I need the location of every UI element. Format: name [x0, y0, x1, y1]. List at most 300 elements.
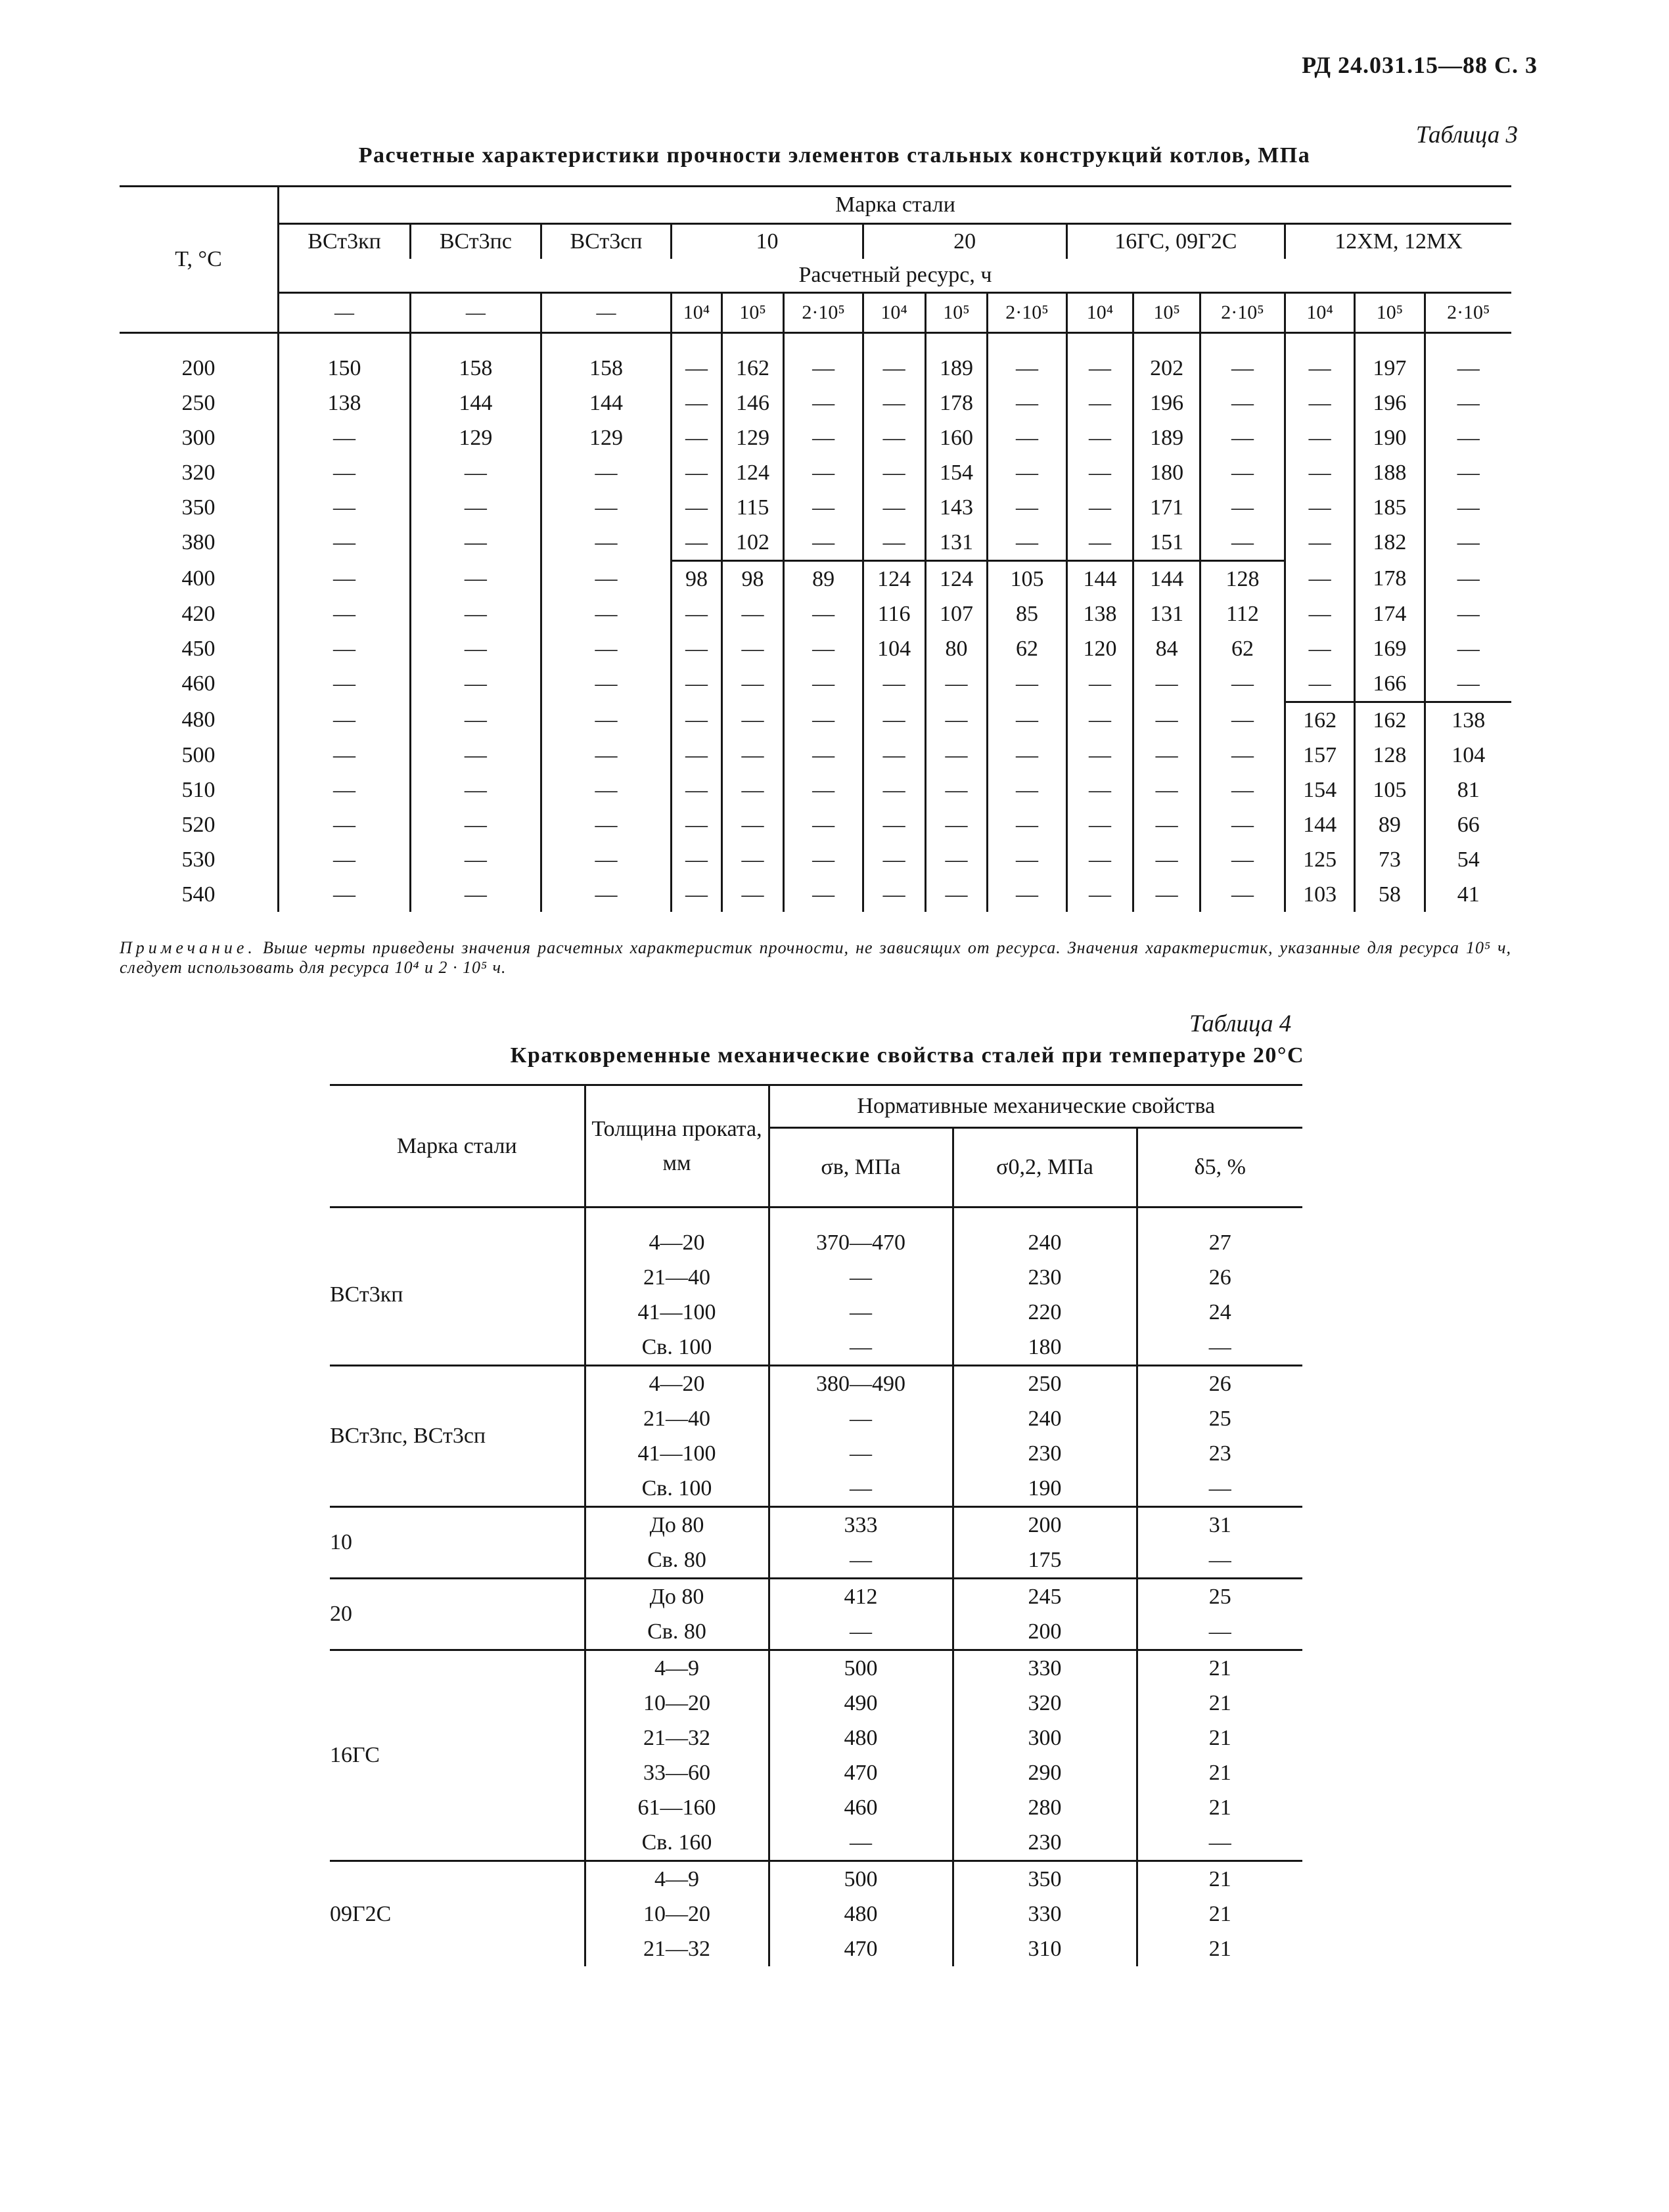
table4-row [330, 1507, 1302, 1543]
value-cell: 105 [1355, 773, 1425, 807]
value-cell: 157 [1285, 738, 1354, 773]
value-cell: — [333, 777, 356, 802]
thickness-cell: 4—20 [585, 1366, 769, 1402]
value-cell: — [863, 666, 925, 702]
value-cell: 120 [1066, 631, 1133, 666]
value-cell: 180 [1133, 455, 1200, 490]
sigma-02-cell: 350 [953, 1861, 1137, 1897]
value-cell: — [333, 882, 356, 907]
delta-cell: — [1137, 1330, 1302, 1366]
steel-grade-4: 20 [863, 224, 1066, 260]
sigma-v-cell: 470 [769, 1755, 953, 1790]
value-cell: 171 [1133, 490, 1200, 525]
value-cell: — [333, 707, 356, 732]
table4-row [330, 1650, 1302, 1686]
value-cell: — [988, 877, 1066, 912]
sigma-02-cell: 175 [953, 1543, 1137, 1579]
value-cell: — [721, 842, 784, 877]
table4-header [330, 1085, 1302, 1208]
value-cell: — [1133, 738, 1200, 773]
value-cell: — [784, 333, 863, 386]
value-cell: 54 [1425, 842, 1511, 877]
value-cell: — [925, 877, 988, 912]
value-cell: — [1425, 561, 1511, 597]
table3-row [120, 455, 1511, 490]
sigma-02-cell: 290 [953, 1755, 1137, 1790]
value-cell: — [1133, 666, 1200, 702]
value-cell: — [863, 807, 925, 842]
value-cell: 85 [988, 597, 1066, 631]
delta-cell: 25 [1137, 1579, 1302, 1615]
value-cell: 138 [1066, 597, 1133, 631]
value-cell: — [925, 702, 988, 738]
sigma-02-cell: 230 [953, 1260, 1137, 1295]
delta-cell: 27 [1137, 1208, 1302, 1261]
value-cell: — [1200, 386, 1285, 420]
value-cell: — [1200, 525, 1285, 561]
value-cell: — [721, 773, 784, 807]
value-cell: — [672, 666, 721, 702]
value-cell: — [1066, 490, 1133, 525]
value-cell: 124 [863, 561, 925, 597]
value-cell: — [411, 597, 541, 631]
sigma-02-cell: 220 [953, 1295, 1137, 1330]
document-header: РД 24.031.15—88 С. 3 [1302, 52, 1538, 78]
sigma-v-cell: 480 [769, 1721, 953, 1755]
delta-cell: 23 [1137, 1436, 1302, 1471]
value-cell: 154 [1285, 773, 1354, 807]
value-cell: 138 [1425, 702, 1511, 738]
thickness-cell: До 80 [585, 1579, 769, 1615]
value-cell: — [411, 807, 541, 842]
thickness-cell: 21—32 [585, 1721, 769, 1755]
value-cell: — [1285, 631, 1354, 666]
sigma-v-cell: — [769, 1330, 953, 1366]
temperature-cell: 380 [120, 525, 279, 561]
value-cell: — [1285, 455, 1354, 490]
value-cell: 189 [1133, 420, 1200, 455]
value-cell: — [1285, 386, 1354, 420]
thickness-cell: Св. 160 [585, 1825, 769, 1861]
sigma-02-cell: 190 [953, 1471, 1137, 1507]
sigma-02-cell: 300 [953, 1721, 1137, 1755]
value-cell: — [721, 807, 784, 842]
sigma-v-cell: 490 [769, 1686, 953, 1721]
value-cell: — [411, 738, 541, 773]
sigma-v-cell: 500 [769, 1861, 953, 1897]
value-cell: 189 [925, 333, 988, 386]
resource-7: 10⁵ [925, 293, 988, 333]
sigma-02-header: σ0,2, МПа [953, 1128, 1137, 1208]
delta-cell: 21 [1137, 1790, 1302, 1825]
value-cell: — [1066, 666, 1133, 702]
value-cell: 128 [1355, 738, 1425, 773]
table3-row [120, 490, 1511, 525]
value-cell: — [541, 807, 672, 842]
delta-cell: — [1137, 1543, 1302, 1579]
value-cell: — [1285, 666, 1354, 702]
thickness-cell: 61—160 [585, 1790, 769, 1825]
sigma-02-cell: 245 [953, 1579, 1137, 1615]
value-cell: — [541, 631, 672, 666]
sigma-02-cell: 200 [953, 1507, 1137, 1543]
thickness-cell: 41—100 [585, 1295, 769, 1330]
value-cell: — [784, 702, 863, 738]
value-cell: — [411, 773, 541, 807]
table4-body [330, 1208, 1302, 1967]
value-cell: — [1066, 773, 1133, 807]
value-cell: — [784, 455, 863, 490]
value-cell: 185 [1355, 490, 1425, 525]
table3-row [120, 666, 1511, 702]
value-cell: — [988, 738, 1066, 773]
table3-row [120, 773, 1511, 807]
delta-cell: — [1137, 1614, 1302, 1650]
value-cell: — [1200, 807, 1285, 842]
value-cell: 62 [988, 631, 1066, 666]
value-cell: 166 [1355, 666, 1425, 702]
value-cell: 188 [1355, 455, 1425, 490]
value-cell: 105 [988, 561, 1066, 597]
value-cell: — [411, 666, 541, 702]
value-cell: 131 [925, 525, 988, 561]
value-cell: 84 [1133, 631, 1200, 666]
resource-9: 10⁴ [1066, 293, 1133, 333]
thickness-cell: 4—9 [585, 1650, 769, 1686]
value-cell: — [1425, 455, 1511, 490]
table3-row [120, 386, 1511, 420]
table4-row [330, 1208, 1302, 1261]
table3-title: Расчетные характеристики прочности элементов стальных конструкций котлов, МПа [358, 143, 1311, 168]
sigma-02-cell: 240 [953, 1401, 1137, 1436]
steel-grade-6: 12ХМ, 12МХ [1285, 224, 1511, 260]
value-cell: — [863, 525, 925, 561]
value-cell: — [1425, 597, 1511, 631]
sigma-v-cell: 500 [769, 1650, 953, 1686]
value-cell: — [863, 773, 925, 807]
value-cell: — [1285, 420, 1354, 455]
value-cell: — [541, 490, 672, 525]
value-cell: 107 [925, 597, 988, 631]
delta-cell: 21 [1137, 1721, 1302, 1755]
sigma-v-cell: — [769, 1614, 953, 1650]
sigma-v-cell: — [769, 1295, 953, 1330]
value-cell: — [721, 597, 784, 631]
value-cell: — [784, 877, 863, 912]
value-cell: 202 [1133, 333, 1200, 386]
thickness-cell: 10—20 [585, 1897, 769, 1931]
sigma-v-cell: — [769, 1471, 953, 1507]
sigma-v-cell: — [769, 1436, 953, 1471]
value-cell: — [541, 561, 672, 597]
thickness-cell: Св. 80 [585, 1614, 769, 1650]
value-cell: — [1425, 490, 1511, 525]
value-cell: — [1066, 420, 1133, 455]
value-cell: 138 [327, 390, 361, 415]
value-cell: — [863, 702, 925, 738]
table4-row [330, 1366, 1302, 1402]
sigma-v-cell: — [769, 1543, 953, 1579]
value-cell: — [672, 738, 721, 773]
sigma-v-cell: 333 [769, 1507, 953, 1543]
sigma-02-cell: 250 [953, 1366, 1137, 1402]
thickness-cell: Св. 80 [585, 1543, 769, 1579]
thickness-header: Толщина проката, мм [585, 1085, 769, 1208]
value-cell: — [925, 738, 988, 773]
value-cell: 116 [863, 597, 925, 631]
value-cell: 129 [411, 420, 541, 455]
thickness-cell: 21—40 [585, 1260, 769, 1295]
temperature-cell: 500 [120, 738, 279, 773]
value-cell: — [1133, 702, 1200, 738]
resource-11: 2·10⁵ [1200, 293, 1285, 333]
value-cell: — [863, 455, 925, 490]
value-cell: 146 [721, 386, 784, 420]
value-cell: — [863, 333, 925, 386]
value-cell: — [784, 420, 863, 455]
table3-row [120, 631, 1511, 666]
steel-mark-cell: 09Г2С [330, 1861, 585, 1967]
value-cell: 158 [541, 333, 672, 386]
value-cell: — [541, 666, 672, 702]
value-cell: 158 [411, 333, 541, 386]
value-cell: 128 [1200, 561, 1285, 597]
value-cell: 144 [541, 386, 672, 420]
value-cell: — [1066, 842, 1133, 877]
resource-0: — [334, 302, 355, 323]
sigma-v-cell: 412 [769, 1579, 953, 1615]
value-cell: — [672, 773, 721, 807]
resource-5: 2·10⁵ [784, 293, 863, 333]
value-cell: 178 [1355, 561, 1425, 597]
value-cell: — [411, 631, 541, 666]
value-cell: 182 [1355, 525, 1425, 561]
sigma-02-cell: 180 [953, 1330, 1137, 1366]
value-cell: 125 [1285, 842, 1354, 877]
value-cell: — [411, 561, 541, 597]
value-cell: — [1066, 738, 1133, 773]
delta-cell: 25 [1137, 1401, 1302, 1436]
resource-6: 10⁴ [863, 293, 925, 333]
value-cell: 103 [1285, 877, 1354, 912]
sigma-02-cell: 330 [953, 1650, 1137, 1686]
value-cell: — [672, 597, 721, 631]
delta-cell: — [1137, 1471, 1302, 1507]
table3-header [120, 187, 1511, 333]
sigma-v-cell: 460 [769, 1790, 953, 1825]
value-cell: — [988, 773, 1066, 807]
resource-10: 10⁵ [1133, 293, 1200, 333]
sigma-v-cell: — [769, 1825, 953, 1861]
resource-1: — [411, 293, 541, 333]
note-lead: Примечание. [120, 938, 256, 957]
thickness-cell: Св. 100 [585, 1471, 769, 1507]
temperature-cell: 200 [120, 333, 279, 386]
value-cell: — [863, 738, 925, 773]
steel-grade-5: 16ГС, 09Г2С [1066, 224, 1285, 260]
value-cell: — [1200, 420, 1285, 455]
temperature-cell: 250 [120, 386, 279, 420]
t-column-header: T, °C [120, 187, 279, 333]
temperature-cell: 540 [120, 877, 279, 912]
value-cell: — [988, 420, 1066, 455]
value-cell: 124 [925, 561, 988, 597]
value-cell: 178 [925, 386, 988, 420]
value-cell: — [1200, 877, 1285, 912]
value-cell: — [1066, 455, 1133, 490]
resource-8: 2·10⁵ [988, 293, 1066, 333]
value-cell: — [1200, 333, 1285, 386]
value-cell: — [541, 773, 672, 807]
value-cell: 196 [1355, 386, 1425, 420]
table4-row [330, 1579, 1302, 1615]
table3-row [120, 738, 1511, 773]
value-cell: 102 [721, 525, 784, 561]
note-text: Выше черты приведены значения расчетных характеристик прочности, не зависящих от ресурса. Значения характеристик, указанные для ресурса 10⁵ ч, следует использовать для ресурса 10⁴ и 2 · 10⁵ ч. [120, 938, 1511, 977]
value-cell: 89 [784, 561, 863, 597]
steel-grade-3: 10 [672, 224, 863, 260]
thickness-cell: Св. 100 [585, 1330, 769, 1366]
temperature-cell: 320 [120, 455, 279, 490]
value-cell: — [672, 455, 721, 490]
value-cell: — [1425, 333, 1511, 386]
value-cell: — [672, 386, 721, 420]
value-cell: — [1066, 525, 1133, 561]
value-cell: — [1200, 490, 1285, 525]
delta-cell: 21 [1137, 1897, 1302, 1931]
value-cell: 143 [925, 490, 988, 525]
value-cell: — [1285, 525, 1354, 561]
value-cell: — [863, 877, 925, 912]
delta-cell: 21 [1137, 1650, 1302, 1686]
sigma-02-cell: 230 [953, 1436, 1137, 1471]
value-cell: 162 [1285, 702, 1354, 738]
sigma-02-cell: 280 [953, 1790, 1137, 1825]
value-cell: 144 [411, 386, 541, 420]
resource-13: 10⁵ [1355, 293, 1425, 333]
value-cell: — [1066, 702, 1133, 738]
value-cell: 73 [1355, 842, 1425, 877]
value-cell: — [541, 455, 672, 490]
value-cell: 129 [541, 420, 672, 455]
value-cell: — [672, 631, 721, 666]
value-cell: — [411, 877, 541, 912]
value-cell: — [541, 525, 672, 561]
sigma-02-cell: 320 [953, 1686, 1137, 1721]
value-cell: — [988, 490, 1066, 525]
steel-mark-cell: ВСт3пс, ВСт3сп [330, 1366, 585, 1507]
temperature-cell: 400 [120, 561, 279, 597]
table4-title [0, 1043, 1304, 1068]
delta-cell: 24 [1137, 1295, 1302, 1330]
value-cell: 81 [1425, 773, 1511, 807]
value-cell: — [925, 842, 988, 877]
delta-cell: 26 [1137, 1366, 1302, 1402]
value-cell: — [863, 490, 925, 525]
value-cell: 104 [863, 631, 925, 666]
value-cell: — [411, 842, 541, 877]
temperature-cell: 520 [120, 807, 279, 842]
resource-4: 10⁵ [721, 293, 784, 333]
table4-caption: Таблица 4 [1189, 1010, 1292, 1037]
thickness-cell: 21—32 [585, 1931, 769, 1966]
value-cell: 162 [721, 333, 784, 386]
value-cell: 196 [1133, 386, 1200, 420]
delta-cell: 21 [1137, 1931, 1302, 1966]
steel-grade-header: Марка стали [279, 187, 1512, 224]
thickness-cell: 21—40 [585, 1401, 769, 1436]
value-cell: 144 [1066, 561, 1133, 597]
value-cell: — [1133, 807, 1200, 842]
value-cell: — [1200, 842, 1285, 877]
value-cell: — [1066, 807, 1133, 842]
value-cell: — [1285, 597, 1354, 631]
value-cell: — [784, 666, 863, 702]
value-cell: 160 [925, 420, 988, 455]
sigma-v-header: σв, МПа [769, 1128, 953, 1208]
value-cell: — [784, 631, 863, 666]
table4-title-text: Кратковременные механические свойства сталей при температуре 20°С [510, 1043, 1304, 1068]
value-cell: — [988, 455, 1066, 490]
table3-row [120, 702, 1511, 738]
value-cell: — [333, 671, 356, 696]
value-cell: — [1200, 738, 1285, 773]
value-cell: 129 [721, 420, 784, 455]
sigma-v-cell: — [769, 1260, 953, 1295]
value-cell: — [333, 460, 356, 485]
value-cell: — [541, 702, 672, 738]
value-cell: — [1200, 455, 1285, 490]
value-cell: 151 [1133, 525, 1200, 561]
value-cell: — [672, 877, 721, 912]
value-cell: — [721, 738, 784, 773]
table3-row [120, 877, 1511, 912]
steel-grade-0: ВСт3кп [308, 229, 381, 254]
value-cell: — [541, 842, 672, 877]
thickness-cell: 10—20 [585, 1686, 769, 1721]
value-cell: 144 [1285, 807, 1354, 842]
value-cell: — [411, 455, 541, 490]
value-cell: — [721, 631, 784, 666]
delta-cell: 21 [1137, 1686, 1302, 1721]
value-cell: — [672, 490, 721, 525]
value-cell: — [1200, 702, 1285, 738]
value-cell: — [541, 738, 672, 773]
sigma-02-cell: 240 [953, 1208, 1137, 1261]
value-cell: 98 [672, 561, 721, 597]
thickness-cell: До 80 [585, 1507, 769, 1543]
value-cell: — [672, 842, 721, 877]
value-cell: — [333, 812, 356, 837]
value-cell: — [1285, 333, 1354, 386]
resource-3: 10⁴ [672, 293, 721, 333]
temperature-cell: 510 [120, 773, 279, 807]
sigma-02-cell: 330 [953, 1897, 1137, 1931]
value-cell: — [1425, 666, 1511, 702]
resource-14: 2·10⁵ [1425, 293, 1511, 333]
value-cell: — [411, 525, 541, 561]
table3-body [120, 333, 1511, 913]
value-cell: — [333, 495, 356, 520]
value-cell: — [925, 666, 988, 702]
table3-row [120, 842, 1511, 877]
value-cell: 62 [1200, 631, 1285, 666]
value-cell: 124 [721, 455, 784, 490]
thickness-cell: 4—20 [585, 1208, 769, 1261]
temperature-cell: 480 [120, 702, 279, 738]
value-cell: — [333, 636, 356, 661]
delta-cell: 26 [1137, 1260, 1302, 1295]
